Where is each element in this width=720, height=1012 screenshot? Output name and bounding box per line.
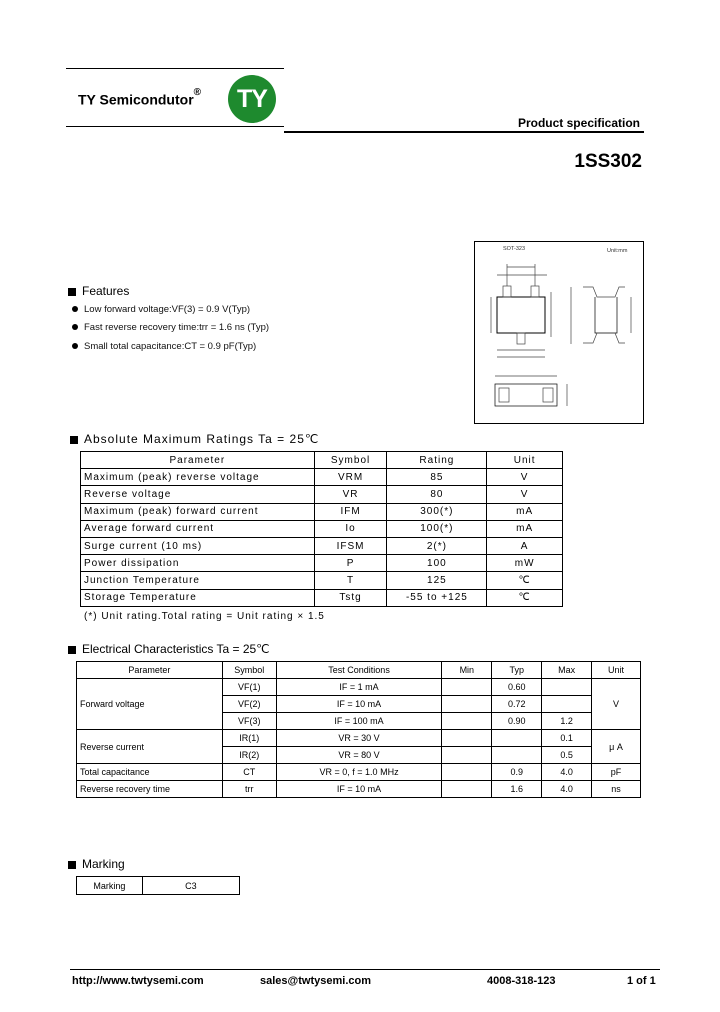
table-cell: Tstg xyxy=(314,589,387,606)
column-header: Test Conditions xyxy=(276,662,442,679)
table-row xyxy=(77,679,641,696)
features-title: Features xyxy=(68,284,129,298)
brand-name: TY Semicondutor® xyxy=(78,87,202,108)
elec-table xyxy=(76,661,641,798)
table-cell: VR = 80 V xyxy=(276,747,442,764)
table-cell xyxy=(442,713,492,730)
table-cell xyxy=(492,730,542,747)
table-cell: CT xyxy=(222,764,276,781)
table-cell: 4.0 xyxy=(542,781,592,798)
table-cell: IF = 10 mA xyxy=(276,696,442,713)
table-row xyxy=(81,537,563,554)
table-row xyxy=(77,877,240,895)
column-header: Unit xyxy=(487,452,563,469)
table-row xyxy=(77,730,641,747)
column-header: Rating xyxy=(387,452,487,469)
header-rule-long xyxy=(284,131,644,133)
table-cell: VF(3) xyxy=(222,713,276,730)
table-cell xyxy=(542,696,592,713)
table-cell xyxy=(442,730,492,747)
table-cell: Reverse voltage xyxy=(81,486,315,503)
table-row xyxy=(81,589,563,606)
table-cell: VF(1) xyxy=(222,679,276,696)
table-cell: Io xyxy=(314,520,387,537)
table-cell: 85 xyxy=(387,469,487,486)
table-row xyxy=(81,486,563,503)
table-row xyxy=(81,555,563,572)
square-bullet-icon xyxy=(68,646,76,654)
table-cell: V xyxy=(592,679,641,730)
bullet-icon xyxy=(72,343,78,349)
table-cell: 300(*) xyxy=(387,503,487,520)
table-cell: Forward voltage xyxy=(77,679,223,730)
square-bullet-icon xyxy=(68,288,76,296)
table-cell: Marking xyxy=(77,877,143,895)
feature-item: Low forward voltage:VF(3) = 0.9 V(Typ) xyxy=(72,304,250,315)
table-cell xyxy=(442,679,492,696)
table-cell: mW xyxy=(487,555,563,572)
column-header: Symbol xyxy=(314,452,387,469)
table-cell xyxy=(492,747,542,764)
column-header: Parameter xyxy=(77,662,223,679)
table-header-row xyxy=(81,452,563,469)
table-cell: 0.72 xyxy=(492,696,542,713)
table-cell: VRM xyxy=(314,469,387,486)
table-cell: 80 xyxy=(387,486,487,503)
elec-title: Electrical Characteristics Ta = 25℃ xyxy=(68,642,270,656)
table-row xyxy=(81,520,563,537)
table-cell: V xyxy=(487,486,563,503)
table-cell: Reverse recovery time xyxy=(77,781,223,798)
table-cell xyxy=(442,764,492,781)
table-row xyxy=(77,781,641,798)
feature-item: Fast reverse recovery time:trr = 1.6 ns (Typ) xyxy=(72,322,269,333)
table-cell: -55 to +125 xyxy=(387,589,487,606)
table-cell: 0.1 xyxy=(542,730,592,747)
table-row xyxy=(81,572,563,589)
table-cell: VR = 30 V xyxy=(276,730,442,747)
marking-title: Marking xyxy=(68,857,125,871)
footer-email[interactable]: sales@twtysemi.com xyxy=(260,975,371,987)
table-cell: Total capacitance xyxy=(77,764,223,781)
table-cell: Average forward current xyxy=(81,520,315,537)
table-cell: 0.5 xyxy=(542,747,592,764)
column-header: Parameter xyxy=(81,452,315,469)
table-cell: 0.9 xyxy=(492,764,542,781)
table-cell: Junction Temperature xyxy=(81,572,315,589)
table-cell: P xyxy=(314,555,387,572)
table-header-row xyxy=(77,662,641,679)
package-name: SOT-323 xyxy=(503,246,526,252)
table-row xyxy=(81,469,563,486)
table-cell: Reverse current xyxy=(77,730,223,764)
table-cell: 4.0 xyxy=(542,764,592,781)
footer-rule xyxy=(70,969,660,970)
product-spec-label: Product specification xyxy=(517,116,640,130)
header-rule-top xyxy=(66,68,284,69)
column-header: Symbol xyxy=(222,662,276,679)
footer-phone: 4008-318-123 xyxy=(487,975,556,987)
table-cell xyxy=(542,679,592,696)
part-number: 1SS302 xyxy=(574,151,642,172)
table-cell: mA xyxy=(487,503,563,520)
table-cell: IF = 1 mA xyxy=(276,679,442,696)
table-cell: mA xyxy=(487,520,563,537)
abs-max-title: Absolute Maximum Ratings Ta = 25℃ xyxy=(70,432,319,446)
table-cell: 125 xyxy=(387,572,487,589)
column-header: Typ xyxy=(492,662,542,679)
table-cell: 0.90 xyxy=(492,713,542,730)
table-cell: Storage Temperature xyxy=(81,589,315,606)
abs-max-note: (*) Unit rating.Total rating = Unit rating × 1.5 xyxy=(84,611,325,622)
table-cell: pF xyxy=(592,764,641,781)
footer-url[interactable]: http://www.twtysemi.com xyxy=(72,975,204,987)
table-cell: IF = 100 mA xyxy=(276,713,442,730)
table-cell: ℃ xyxy=(487,572,563,589)
table-cell: VR xyxy=(314,486,387,503)
table-cell: VF(2) xyxy=(222,696,276,713)
page-number: 1 of 1 xyxy=(627,975,656,987)
feature-item: Small total capacitance:CT = 0.9 pF(Typ) xyxy=(72,341,256,352)
table-cell: IR(1) xyxy=(222,730,276,747)
table-cell: 0.60 xyxy=(492,679,542,696)
table-cell: IR(2) xyxy=(222,747,276,764)
table-cell: trr xyxy=(222,781,276,798)
table-row xyxy=(77,764,641,781)
table-cell: Maximum (peak) forward current xyxy=(81,503,315,520)
table-row xyxy=(81,503,563,520)
table-cell: 100 xyxy=(387,555,487,572)
table-cell: Power dissipation xyxy=(81,555,315,572)
table-cell: 100(*) xyxy=(387,520,487,537)
square-bullet-icon xyxy=(70,436,78,444)
package-outline-icon xyxy=(475,242,643,423)
table-cell: 1.6 xyxy=(492,781,542,798)
table-cell: VR = 0, f = 1.0 MHz xyxy=(276,764,442,781)
table-cell: 1.2 xyxy=(542,713,592,730)
table-cell: 2(*) xyxy=(387,537,487,554)
table-cell: IFM xyxy=(314,503,387,520)
column-header: Max xyxy=(542,662,592,679)
table-cell: Maximum (peak) reverse voltage xyxy=(81,469,315,486)
company-logo: TY xyxy=(228,75,276,123)
square-bullet-icon xyxy=(68,861,76,869)
marking-table xyxy=(76,876,240,895)
table-cell: IFSM xyxy=(314,537,387,554)
package-drawing xyxy=(474,241,644,424)
table-cell: C3 xyxy=(142,877,239,895)
table-cell: T xyxy=(314,572,387,589)
table-cell: Surge current (10 ms) xyxy=(81,537,315,554)
column-header: Unit xyxy=(592,662,641,679)
table-cell: ns xyxy=(592,781,641,798)
abs-max-table xyxy=(80,451,563,607)
bullet-icon xyxy=(72,324,78,330)
table-cell: A xyxy=(487,537,563,554)
header-rule-bottom xyxy=(66,126,284,127)
table-cell: μ A xyxy=(592,730,641,764)
package-unit: Unit:mm xyxy=(607,248,628,254)
table-cell: ℃ xyxy=(487,589,563,606)
table-cell: IF = 10 mA xyxy=(276,781,442,798)
table-cell: V xyxy=(487,469,563,486)
table-cell xyxy=(442,781,492,798)
table-cell xyxy=(442,747,492,764)
column-header: Min xyxy=(442,662,492,679)
table-cell xyxy=(442,696,492,713)
bullet-icon xyxy=(72,306,78,312)
